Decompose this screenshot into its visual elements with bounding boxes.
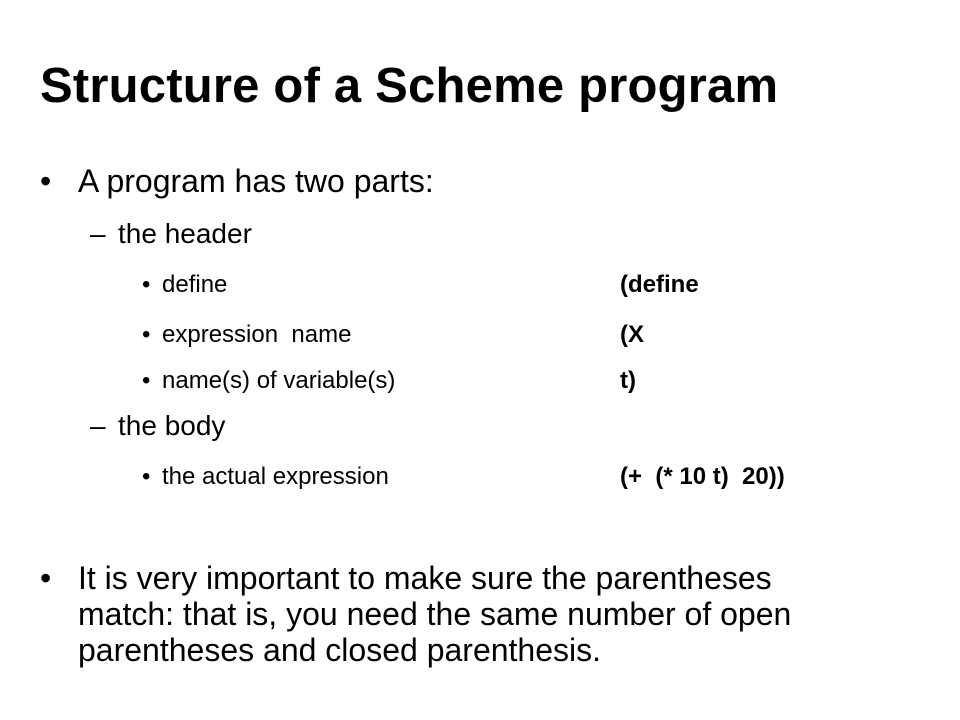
dash-marker: –: [90, 218, 106, 249]
bullet-marker: •: [142, 321, 151, 348]
code-body-expression: (+ (* 10 t) 20)): [620, 463, 785, 490]
code-variables: t): [620, 367, 636, 394]
bullet-marker: •: [142, 271, 151, 298]
bullet-marker: •: [40, 163, 52, 199]
subitem-body-text: the body: [118, 410, 226, 441]
code-expression-name: (X: [620, 321, 644, 348]
slide-title: Structure of a Scheme program: [40, 59, 779, 113]
note-line: parentheses and closed parenthesis.: [78, 632, 602, 668]
note-line: It is very important to make sure the parentheses: [78, 560, 772, 596]
bullet-marker: •: [40, 560, 52, 596]
code-define: (define: [620, 271, 699, 298]
header-item-label: name(s) of variable(s): [162, 367, 396, 394]
note-text: [78, 560, 938, 668]
body-item-label: the actual expression: [162, 463, 389, 490]
bullet-marker: •: [142, 463, 151, 490]
note-line: match: that is, you need the same number of open: [78, 596, 792, 632]
bullet-marker: •: [142, 367, 151, 394]
subitem-header-text: the header: [118, 218, 252, 249]
header-item-label: define: [162, 271, 228, 298]
dash-marker: –: [90, 410, 106, 441]
header-item-label: expression name: [162, 321, 352, 348]
bullet-intro-text: A program has two parts:: [78, 163, 434, 199]
